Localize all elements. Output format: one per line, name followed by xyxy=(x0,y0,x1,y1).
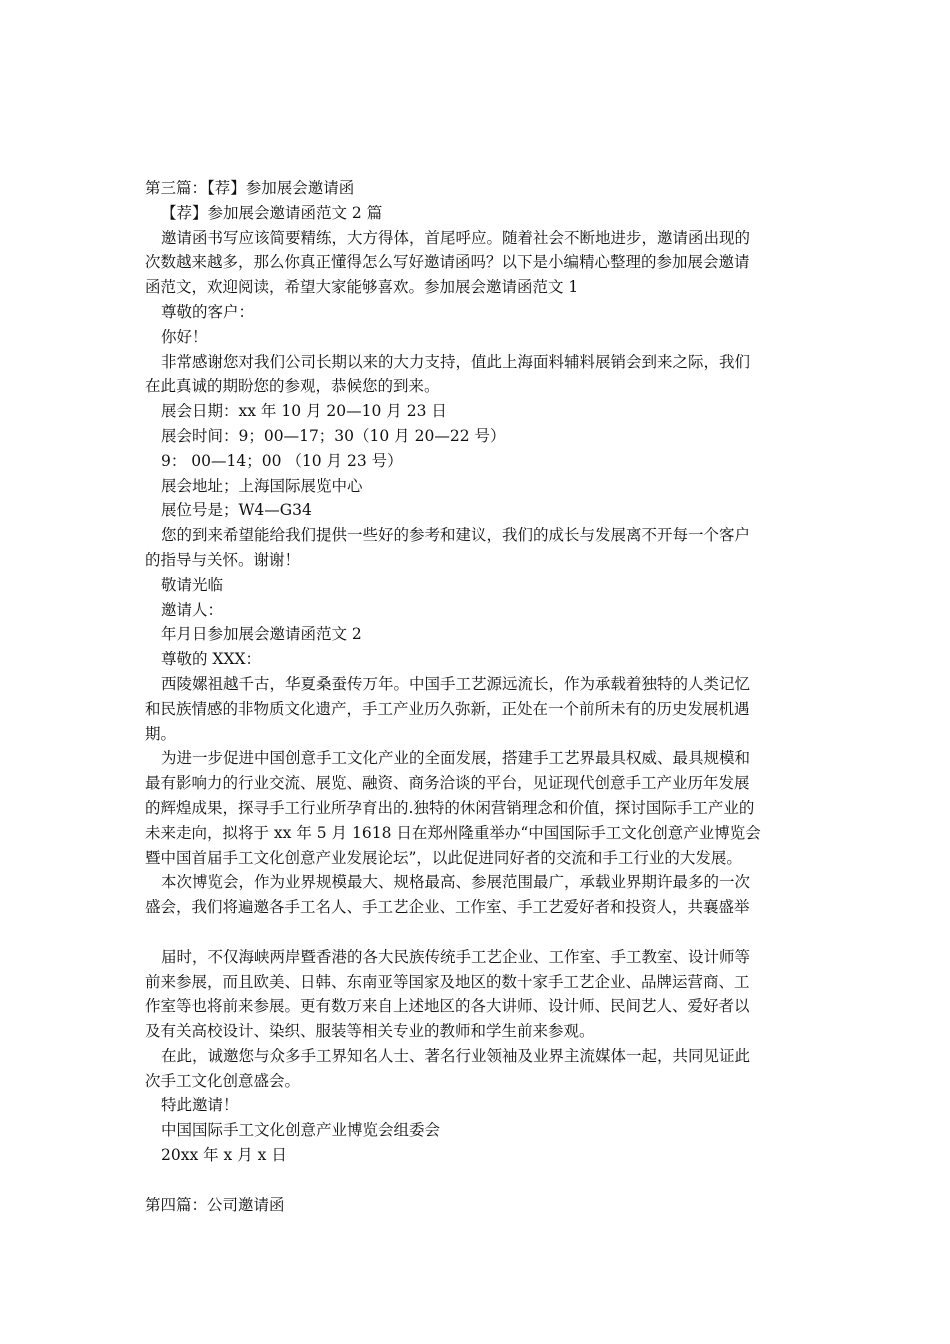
letter2-p3-line: 本次博览会，作为业界规模最大、规格最高、参展范围最广，承载业界期许最多的一次 xyxy=(161,873,751,892)
letter2-special: 特此邀请！ xyxy=(161,1096,239,1115)
letter2-salutation: 尊敬的 XXX： xyxy=(161,650,262,669)
letter2-p4-line: 作室等也将前来参展。更有数万来自上述地区的各大讲师、设计师、民间艺人、爱好者以 xyxy=(145,997,750,1016)
blank-line xyxy=(145,920,809,945)
letter1-body-line: 非常感谢您对我们公司长期以来的大力支持，值此上海面料辅料展销会到来之际，我们 xyxy=(161,352,751,371)
letter1-booth: 展位号是；W4—G34 xyxy=(161,501,312,520)
letter2-p2-line: 最有影响力的行业交流、展览、融资、商务洽谈的平台，见证现代创意手工产业历年发展 xyxy=(145,774,750,793)
subtitle: 【荐】参加展会邀请函范文 2 篇 xyxy=(161,203,383,222)
letter1-time1: 展会时间：9；00—17；30（10 月 20—22 号） xyxy=(161,426,506,445)
letter2-p1-line: 西陵嫘祖越千古，华夏桑蚕传万年。中国手工艺源远流长，作为承载着独特的人类记忆 xyxy=(161,674,751,693)
letter1-date-line: 年月日参加展会邀请函范文 2 xyxy=(161,625,362,644)
letter2-p2-line: 暨中国首届手工文化创意产业发展论坛”，以此促进同好者的交流和手工行业的大发展。 xyxy=(145,848,742,867)
letter2-p2-line: 为进一步促进中国创意手工文化产业的全面发展，搭建手工艺界最具权威、最具规模和 xyxy=(161,749,751,768)
letter1-salutation: 尊敬的客户： xyxy=(161,302,255,321)
letter1-inviter: 邀请人： xyxy=(161,600,224,619)
letter1-body-line: 在此真诚的期盼您的参观，恭候您的到来。 xyxy=(145,377,440,396)
intro-line: 函范文，欢迎阅读，希望大家能够喜欢。参加展会邀请函范文 1 xyxy=(145,278,579,297)
intro-line: 邀请函书写应该简要精练，大方得体，首尾呼应。随着社会不断地进步，邀请函出现的 xyxy=(161,228,751,247)
letter2-date: 20xx 年 x 月 x 日 xyxy=(161,1146,287,1165)
section3-title: 第三篇：【荐】参加展会邀请函 xyxy=(145,179,355,197)
letter2-p4-line: 及有关高校设计、染织、服装等相关专业的教师和学生前来参观。 xyxy=(145,1022,595,1041)
section4-title: 第四篇：公司邀请函 xyxy=(145,1195,285,1214)
letter1-welcome: 敬请光临 xyxy=(161,575,224,594)
letter2-p1-line: 和民族情感的非物质文化遗产，手工产业历久弥新，正处在一个前所未有的历史发展机遇 xyxy=(145,699,750,718)
letter2-p2-line: 的辉煌成果，探寻手工行业所孕育出的.独特的休闲营销理念和价值，探讨国际手工产业的 xyxy=(145,798,755,817)
blank-line xyxy=(145,1168,809,1193)
document-page xyxy=(145,176,809,1217)
letter2-p5-line: 在此，诚邀您与众多手工界知名人士、著名行业领袖及业界主流媒体一起，共同见证此 xyxy=(161,1046,751,1065)
letter2-p5-line: 次手工文化创意盛会。 xyxy=(145,1071,301,1090)
letter2-p3-line: 盛会，我们将遍邀各手工名人、手工艺企业、工作室、手工艺爱好者和投资人，共襄盛举 xyxy=(145,898,750,917)
intro-line: 次数越来越多，那么你真正懂得怎么写好邀请函吗？以下是小编精心整理的参加展会邀请 xyxy=(145,253,750,272)
letter1-closing-line: 的指导与关怀。谢谢！ xyxy=(145,550,301,569)
letter1-address: 展会地址；上海国际展览中心 xyxy=(161,476,363,495)
letter2-p1-line: 期。 xyxy=(145,724,177,743)
letter2-org: 中国国际手工文化创意产业博览会组委会 xyxy=(161,1121,441,1140)
letter1-closing-line: 您的到来希望能给我们提供一些好的参考和建议，我们的成长与发展离不开每一个客户 xyxy=(161,526,751,545)
letter1-date: 展会日期：xx 年 10 月 20—10 月 23 日 xyxy=(161,402,447,421)
letter1-greeting: 你好！ xyxy=(161,327,208,346)
letter1-time2: 9： 00—14；00 （10 月 23 号） xyxy=(161,451,403,470)
letter2-p4-line: 届时，不仅海峡两岸暨香港的各大民族传统手工艺企业、工作室、手工教室、设计师等 xyxy=(161,947,751,966)
letter2-p4-line: 前来参展，而且欧美、日韩、东南亚等国家及地区的数十家手工艺企业、品牌运营商、工 xyxy=(145,972,750,991)
letter2-p2-line: 未来走向，拟将于 xx 年 5 月 1618 日在郑州隆重举办“中国国际手工文化创意产业博览会 xyxy=(145,823,761,842)
